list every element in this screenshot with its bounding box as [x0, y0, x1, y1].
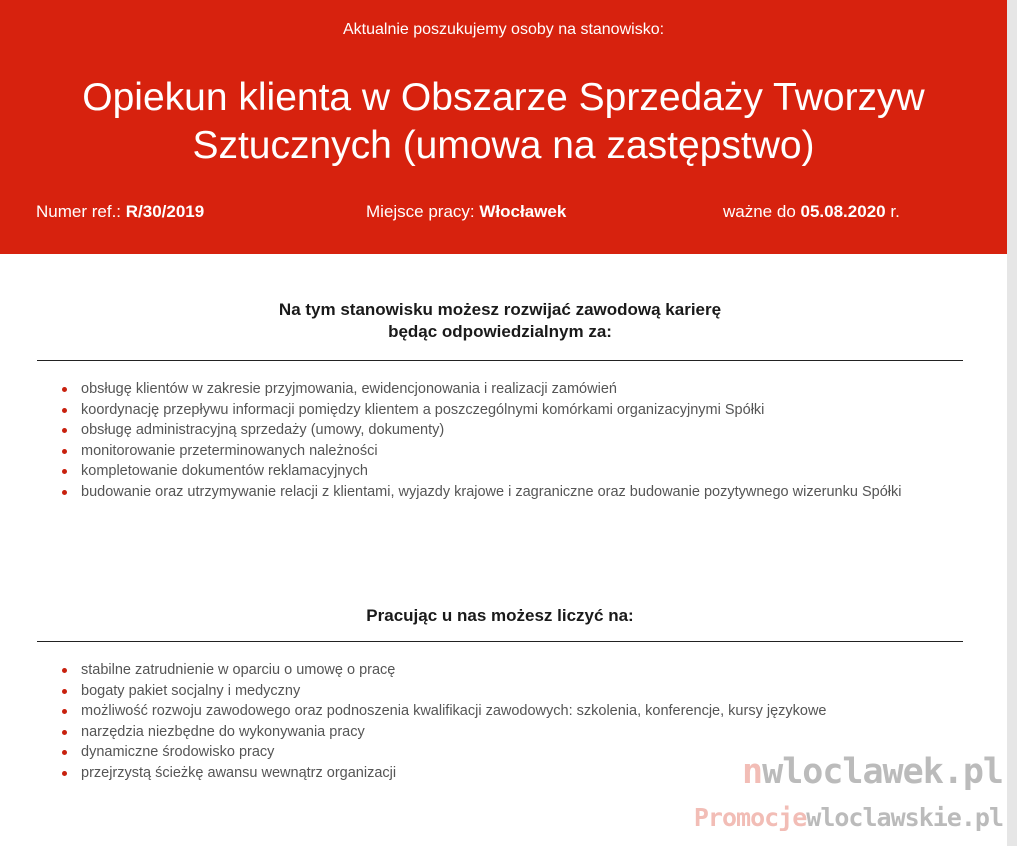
list-item: koordynację przepływu informacji pomiędzy klientem a poszczególnymi komórkami organizacyjnymi Spółki — [60, 400, 960, 421]
benefits-heading-line: Pracując u nas możesz liczyć na: — [366, 606, 634, 625]
page-edge — [1007, 0, 1017, 846]
job-title-line-2: Sztucznych (umowa na zastępstwo) — [192, 124, 815, 167]
offer-header — [0, 0, 1007, 254]
responsibilities-heading-line-2: będąc odpowiedzialnym za: — [388, 322, 612, 341]
list-item: obsługę klientów w zakresie przyjmowania, ewidencjonowania i realizacji zamówień — [60, 379, 960, 400]
offer-meta — [0, 202, 1007, 226]
watermark-line-2-rest: wloclawskie.pl — [806, 803, 1003, 832]
benefits-divider — [37, 641, 963, 642]
valid-until — [723, 202, 900, 222]
work-location — [366, 202, 566, 222]
list-item: monitorowanie przeterminowanych należności — [60, 441, 960, 462]
list-item: dynamiczne środowisko pracy — [60, 742, 960, 763]
location-label: Miejsce pracy: — [366, 202, 475, 221]
watermark-promocje — [694, 803, 1003, 832]
list-item: budowanie oraz utrzymywanie relacji z klientami, wyjazdy krajowe i zagraniczne oraz budowanie pozytywnego wizerunku Spółki — [60, 482, 960, 503]
list-item: przejrzystą ścieżkę awansu wewnątrz organizacji — [60, 763, 960, 784]
valid-suffix: r. — [890, 202, 900, 221]
job-title-line-1: Opiekun klienta w Obszarze Sprzedaży Tworzyw — [82, 76, 925, 119]
job-title — [0, 74, 1007, 170]
responsibilities-heading-line-1: Na tym stanowisku możesz rozwijać zawodową karierę — [278, 300, 722, 319]
reference-value: R/30/2019 — [125, 202, 205, 221]
valid-date: 05.08.2020 — [800, 202, 886, 221]
header-intro: Aktualnie poszukujemy osoby na stanowisko: — [342, 21, 665, 38]
responsibilities-divider — [37, 360, 963, 361]
responsibilities-list — [60, 379, 960, 502]
watermark-line-2-prefix: Promocje — [693, 803, 807, 832]
list-item: kompletowanie dokumentów reklamacyjnych — [60, 461, 960, 482]
benefits-heading — [37, 605, 963, 627]
watermark-line-1-prefix: n — [742, 752, 763, 792]
list-item: możliwość rozwoju zawodowego oraz podnoszenia kwalifikacji zawodowych: szkolenia, konferencje, kursy językowe — [60, 701, 960, 722]
list-item: bogaty pakiet socjalny i medyczny — [60, 681, 960, 702]
reference-label: Numer ref.: — [36, 202, 122, 221]
list-item: stabilne zatrudnienie w oparciu o umowę o pracę — [60, 660, 960, 681]
watermark-line-1-rest: wloclawek.pl — [762, 752, 1003, 792]
reference-number — [36, 202, 204, 222]
watermark-nwloclawek — [742, 752, 1003, 792]
list-item: narzędzia niezbędne do wykonywania pracy — [60, 722, 960, 743]
responsibilities-heading — [37, 299, 963, 343]
valid-label: ważne do — [723, 202, 796, 221]
location-value: Włocławek — [479, 202, 567, 221]
list-item: obsługę administracyjną sprzedaży (umowy, dokumenty) — [60, 420, 960, 441]
